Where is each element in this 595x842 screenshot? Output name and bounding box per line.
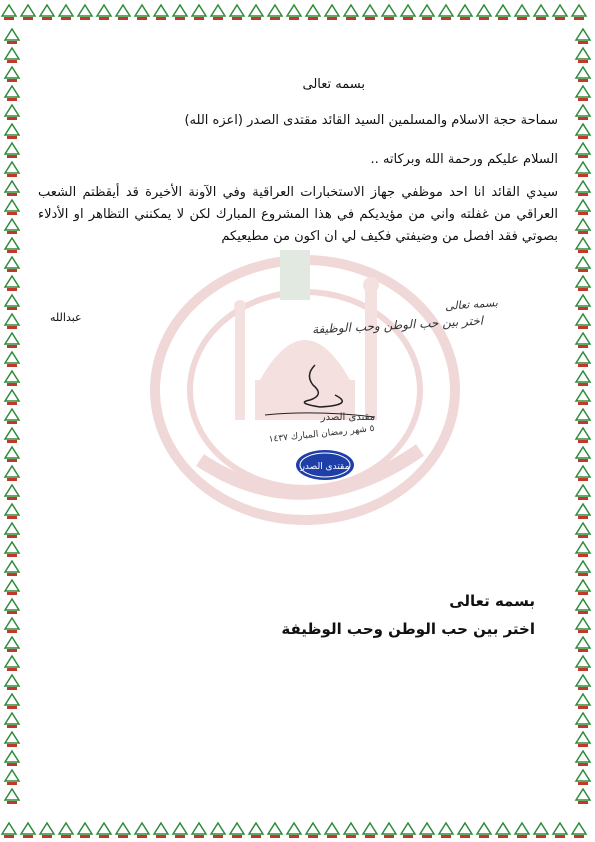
border-motif [576, 770, 590, 785]
border-motif [576, 675, 590, 690]
border-motif [401, 5, 415, 20]
border-motif [249, 5, 263, 20]
border-motif [572, 5, 586, 20]
border-motif [5, 656, 19, 671]
border-motif [382, 823, 396, 838]
border-motif [173, 5, 187, 20]
border-motif [576, 732, 590, 747]
handwritten-signature [235, 355, 395, 455]
border-motif [5, 504, 19, 519]
border-motif [154, 5, 168, 20]
border-motif [135, 823, 149, 838]
border-motif [576, 219, 590, 234]
border-motif [576, 599, 590, 614]
border-motif [2, 5, 16, 20]
border-motif [496, 5, 510, 20]
border-motif [268, 5, 282, 20]
letter-body: سيدي القائد انا احد موظفي جهاز الاستخبارات العراقية وفي الآونة الأخيرة قد أيقظتم الشعب العراقي من غفلته واني من مؤيديكم في هذا المشروع المبارك لكن لا يمكنني التظاهر او الأدلاء بصوتي فقد افصل من وضيفتي فكيف لي ان اكون من مطيعيكم [38, 185, 558, 244]
border-motif [576, 124, 590, 139]
border-motif [5, 219, 19, 234]
border-motif [116, 5, 130, 20]
border-motif [576, 504, 590, 519]
border-motif [576, 200, 590, 215]
border-motif [97, 823, 111, 838]
border-motif [5, 599, 19, 614]
border-motif [576, 257, 590, 272]
border-motif [401, 823, 415, 838]
border-motif [458, 823, 472, 838]
border-motif [5, 542, 19, 557]
border-motif [576, 333, 590, 348]
border-motif [59, 823, 73, 838]
border-motif [553, 5, 567, 20]
border-motif [5, 409, 19, 424]
border-motif [325, 5, 339, 20]
border-motif [477, 5, 491, 20]
border-motif [576, 789, 590, 804]
handwritten-basmala: بسمه تعالى [444, 296, 499, 313]
border-motif [287, 823, 301, 838]
border-motif [5, 561, 19, 576]
border-motif [5, 181, 19, 196]
border-motif [5, 580, 19, 595]
border-motif [576, 390, 590, 405]
border-motif [5, 428, 19, 443]
border-motif [576, 67, 590, 82]
border-motif [382, 5, 396, 20]
border-motif [21, 5, 35, 20]
border-motif [5, 200, 19, 215]
addressee-line: سماحة حجة الاسلام والمسلمين السيد القائد مقتدى الصدر (اعزه الله) [184, 113, 558, 128]
official-stamp [294, 448, 356, 482]
border-motif [40, 5, 54, 20]
border-motif [5, 447, 19, 462]
border-motif [287, 5, 301, 20]
border-motif [192, 823, 206, 838]
border-motif [5, 675, 19, 690]
border-motif [5, 485, 19, 500]
border-motif [154, 823, 168, 838]
border-motif [5, 29, 19, 44]
border-motif [116, 823, 130, 838]
border-motif [5, 276, 19, 291]
border-motif [5, 48, 19, 63]
border-motif [576, 485, 590, 500]
border-motif [78, 823, 92, 838]
border-motif [268, 823, 282, 838]
border-motif [5, 770, 19, 785]
border-motif [363, 5, 377, 20]
border-motif [5, 352, 19, 367]
border-motif [5, 390, 19, 405]
decorative-border-right [571, 24, 595, 818]
border-motif [576, 580, 590, 595]
border-motif [5, 466, 19, 481]
border-motif [211, 823, 225, 838]
border-motif [576, 295, 590, 310]
border-motif [576, 86, 590, 101]
border-motif [5, 333, 19, 348]
greeting-line: السلام عليكم ورحمة الله وبركاته .. [370, 152, 558, 167]
decorative-border-bottom [0, 818, 595, 842]
border-motif [5, 162, 19, 177]
sender-name: عبدالله [50, 311, 82, 324]
border-motif [576, 447, 590, 462]
border-motif [192, 5, 206, 20]
border-motif [576, 371, 590, 386]
border-motif [21, 823, 35, 838]
border-motif [135, 5, 149, 20]
border-motif [576, 162, 590, 177]
stamp-text: مقتدى الصدر [300, 462, 350, 472]
border-motif [576, 561, 590, 576]
border-motif [534, 823, 548, 838]
border-motif [576, 181, 590, 196]
border-motif [5, 751, 19, 766]
border-motif [576, 618, 590, 633]
border-motif [5, 143, 19, 158]
border-motif [5, 694, 19, 709]
border-motif [515, 823, 529, 838]
border-motif [477, 823, 491, 838]
border-motif [5, 789, 19, 804]
border-motif [420, 5, 434, 20]
border-motif [496, 823, 510, 838]
border-motif [5, 618, 19, 633]
border-motif [439, 5, 453, 20]
border-motif [5, 637, 19, 652]
border-motif [576, 105, 590, 120]
border-motif [211, 5, 225, 20]
signature-note: مقتدى الصدر [320, 412, 375, 423]
border-motif [576, 409, 590, 424]
border-motif [344, 5, 358, 20]
decorative-border-left [0, 24, 24, 818]
border-motif [40, 823, 54, 838]
border-motif [515, 5, 529, 20]
border-motif [576, 523, 590, 538]
border-motif [5, 86, 19, 101]
border-motif [439, 823, 453, 838]
border-motif [576, 143, 590, 158]
transcription-basmala: بسمه تعالى [449, 592, 535, 610]
border-motif [5, 124, 19, 139]
border-motif [576, 428, 590, 443]
basmala-heading: بسمه تعالى [302, 77, 365, 92]
border-motif [458, 5, 472, 20]
border-motif [306, 5, 320, 20]
border-motif [5, 67, 19, 82]
border-motif [553, 823, 567, 838]
border-motif [5, 713, 19, 728]
border-motif [576, 352, 590, 367]
border-motif [5, 371, 19, 386]
border-motif [5, 523, 19, 538]
border-motif [5, 314, 19, 329]
border-motif [59, 5, 73, 20]
border-motif [572, 823, 586, 838]
border-motif [576, 29, 590, 44]
border-motif [576, 238, 590, 253]
border-motif [78, 5, 92, 20]
border-motif [2, 823, 16, 838]
border-motif [534, 5, 548, 20]
border-motif [5, 295, 19, 310]
border-motif [576, 314, 590, 329]
border-motif [306, 823, 320, 838]
border-motif [97, 5, 111, 20]
border-motif [576, 276, 590, 291]
border-motif [5, 257, 19, 272]
border-motif [420, 823, 434, 838]
border-motif [173, 823, 187, 838]
border-motif [5, 238, 19, 253]
decorative-border-top [0, 0, 595, 24]
border-motif [249, 823, 263, 838]
border-motif [5, 105, 19, 120]
border-motif [230, 823, 244, 838]
border-motif [576, 713, 590, 728]
transcription-reply: اختر بين حب الوطن وحب الوظيفة [281, 620, 535, 638]
border-motif [576, 542, 590, 557]
border-motif [576, 637, 590, 652]
border-motif [5, 732, 19, 747]
border-motif [576, 751, 590, 766]
border-motif [363, 823, 377, 838]
border-motif [344, 823, 358, 838]
border-motif [325, 823, 339, 838]
border-motif [230, 5, 244, 20]
border-motif [576, 694, 590, 709]
handwritten-date: ٥ شهر رمضان المبارك ١٤٣٧ [268, 423, 375, 445]
handwritten-reply: اختر بين حب الوطن وحب الوظيفة [311, 313, 484, 337]
border-motif [576, 466, 590, 481]
border-motif [576, 48, 590, 63]
border-motif [576, 656, 590, 671]
